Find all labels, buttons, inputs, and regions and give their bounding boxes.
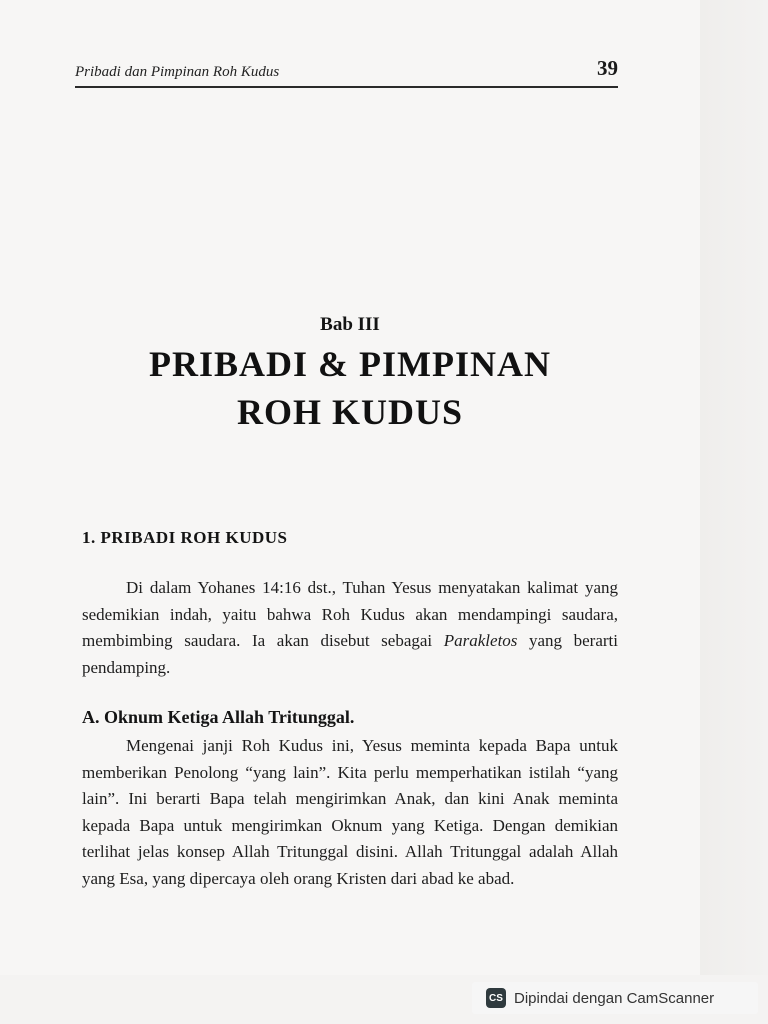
camscanner-icon: CS: [486, 988, 506, 1008]
chapter-label: Bab III: [320, 314, 380, 335]
scanner-watermark-text: Dipindai dengan CamScanner: [514, 989, 715, 1007]
chapter-title-line-2: ROH KUDUS: [236, 392, 464, 432]
chapter-title-line-1: PRIBADI & PIMPINAN: [149, 344, 551, 384]
page-number: 39: [597, 56, 618, 80]
parakletos-term: Parakletos: [443, 631, 518, 650]
chapter-title: [0, 340, 700, 436]
paragraph-intro: [82, 575, 618, 681]
running-header: [75, 58, 618, 88]
page-edge: [700, 0, 768, 975]
paragraph-trinity: Mengenai janji Roh Kudus ini, Yesus meminta kepada Bapa untuk memberikan Penolong “yang lain”. Kita perlu memperhatikan istilah “yang lain”. Ini berarti Bapa telah mengirimkan Anak, dan kini Anak meminta kepada Bapa untuk mengirimkan Oknum yang Ketiga. Dengan demikian terlihat jelas konsep Allah Tritunggal disini. Allah Tritunggal adalah Allah yang Esa, yang dipercaya oleh orang Kristen dari abad ke abad.: [82, 736, 618, 888]
subsection-heading: A. Oknum Ketiga Allah Tritunggal.: [82, 707, 355, 727]
section-heading: 1. PRIBADI ROH KUDUS: [82, 528, 288, 547]
scanner-watermark: [472, 982, 758, 1014]
paragraph-intro-text: Di dalam Yohanes 14:16 dst., Tuhan Yesus menyatakan kalimat yang sedemikian indah, yaitu bahwa Roh Kudus akan mendampingi saudara, membimbing saudara. Ia akan disebut sebagai: [82, 578, 618, 650]
running-title: Pribadi dan Pimpinan Roh Kudus: [75, 64, 280, 80]
paragraph-intro-end: yang berarti pendamping.: [82, 631, 618, 677]
